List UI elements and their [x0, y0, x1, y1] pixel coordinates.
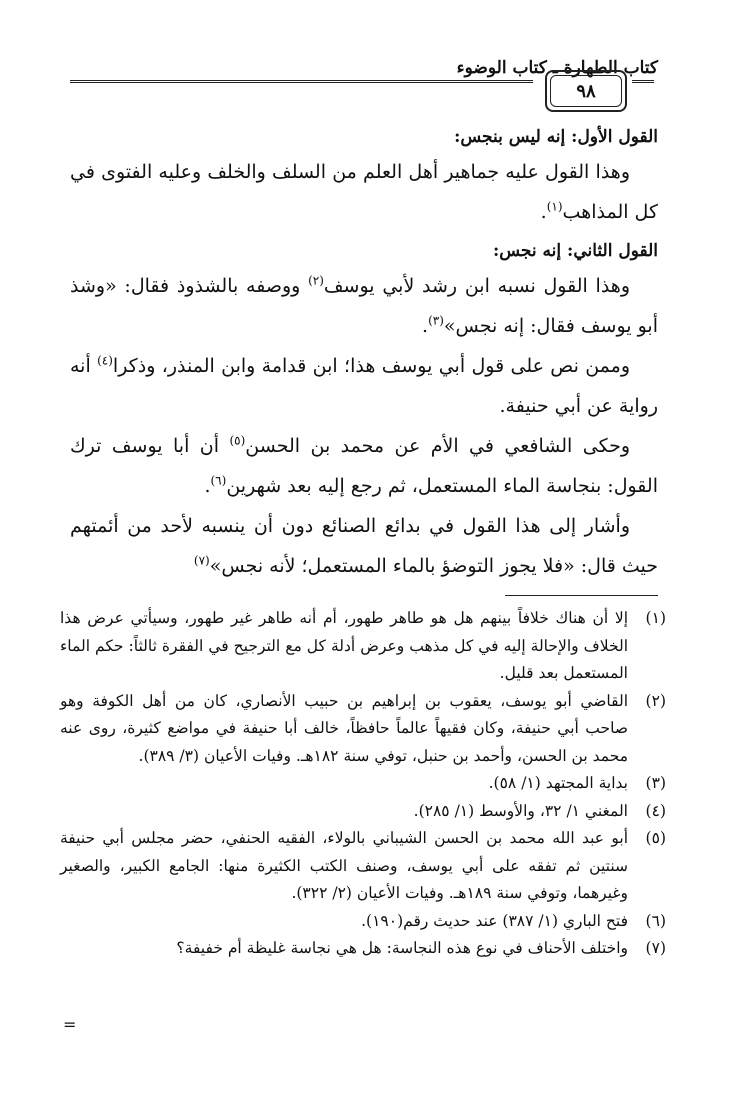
- footnote-separator: [505, 595, 658, 596]
- footnote-ref-2[interactable]: (٢): [308, 273, 324, 288]
- footnote-ref-4[interactable]: (٤): [97, 353, 113, 368]
- paragraph-3: وممن نص على قول أبي يوسف هذا؛ ابن قدامة وابن المنذر، وذكرا$^{(٤)}$ أنه رواية عن أبي حنيفة.: [70, 353, 658, 417]
- paragraph-2: وهذا القول نسبه ابن رشد لأبي يوسف$^{(٢)}$ ووصفه بالشذوذ فقال: «وشذ أبو يوسف فقال: إنه نجس»$^{(٣)}$.: [70, 273, 658, 337]
- footnote-ref-7[interactable]: (٧): [193, 553, 210, 568]
- footnote-3: [60, 770, 666, 798]
- footnote-text: أبو عبد الله محمد بن الحسن الشيباني بالولاء، الفقيه الحنفي، حضر مجلس أبي حنيفة سنتين ثم تفقه على أبي يوسف، وصنف الكتب الكثيرة منها: الجامع الكبير، والصغير وغيرهما، وتوفي سنة ١٨٩هـ. وفيات الأعيان (٢/ ٣٢٢).: [60, 829, 628, 902]
- footnotes: [60, 605, 666, 963]
- footnote-text: المغني ١/ ٣٢، والأوسط (١/ ٢٨٥).: [413, 801, 628, 820]
- footnote-number: (٤): [645, 801, 666, 820]
- footnote-ref-1[interactable]: (١): [546, 199, 563, 214]
- footnote-number: (٣): [645, 774, 666, 792]
- footnote-text: إلا أن هناك خلافاً بينهم هل هو طاهر طهور، أم أنه طاهر غير طهور، وسيأتي عرض هذا الخلاف والإحالة إليه في كل مذهب وعرض أدلة كل مع الترجيح في الفقرة ثالثاً: حكم الماء المستعمل بعد قليل.: [60, 609, 628, 682]
- footnote-number: (٧): [645, 939, 666, 957]
- footnote-7: [60, 935, 666, 963]
- running-title: كتاب الطهارة ـ كتاب الوضوء: [456, 58, 658, 78]
- footnote-ref-6[interactable]: (٦): [210, 473, 227, 488]
- main-text: [70, 122, 658, 586]
- paragraph-4: وحكى الشافعي في الأم عن محمد بن الحسن$^{(٥)}$ أن أبا يوسف ترك القول: بنجاسة الماء المستعمل، ثم رجع إليه بعد شهرين$^{(٦)}$.: [70, 433, 658, 497]
- footnote-number: (٦): [645, 911, 666, 930]
- footnote-ref-3[interactable]: (٣): [428, 313, 444, 328]
- paragraph-1: وهذا القول عليه جماهير أهل العلم من السلف والخلف وعليه الفتوى في كل المذاهب$^{(١)}$.: [70, 161, 658, 223]
- footnote-text: فتح الباري (١/ ٣٨٧) عند حديث رقم(١٩٠).: [361, 911, 628, 930]
- footnote-2: [60, 688, 666, 771]
- footnote-6: [60, 908, 666, 936]
- heading-second-opinion: القول الثاني: إنه نجس:: [492, 241, 658, 261]
- footnote-ref-5[interactable]: (٥): [229, 433, 246, 448]
- footnote-5: [60, 825, 666, 908]
- footnote-number: (٢): [645, 691, 666, 710]
- page-number-frame: [545, 70, 627, 112]
- footnote-1: [60, 605, 666, 688]
- footnote-text: واختلف الأحناف في نوع هذه النجاسة: هل هي نجاسة غليظة أم خفيفة؟: [176, 939, 628, 957]
- paragraph-5: وأشار إلى هذا القول في بدائع الصنائع دون أن ينسبه لأحد من أئمتهم حيث قال: «فلا يجوز التوضؤ بالماء المستعمل؛ لأنه نجس»$^{(٧)}$: [70, 515, 658, 577]
- header-rule-short: [632, 80, 654, 83]
- page-number: ٩٨: [550, 75, 622, 107]
- footnote-text: بداية المجتهد (١/ ٥٨).: [488, 774, 628, 792]
- footnote-number: (١): [645, 609, 666, 627]
- heading-first-opinion: القول الأول: إنه ليس بنجس:: [454, 127, 658, 147]
- footnote-4: [60, 798, 666, 826]
- footnote-number: (٥): [645, 829, 666, 847]
- continuation-mark: =: [63, 1015, 77, 1034]
- header-rule: [70, 80, 533, 83]
- footnote-text: القاضي أبو يوسف، يعقوب بن إبراهيم بن حبيب الأنصاري، كان من أهل الكوفة وهو صاحب أبي حنيفة، وكان فقيهاً عالماً حافظاً، خالف أبا حنيفة في مواضع كثيرة، روى عنه محمد بن الحسن، وأحمد بن حنبل، توفي سنة ١٨٢هـ. وفيات الأعيان (٣/ ٣٨٩).: [60, 691, 628, 765]
